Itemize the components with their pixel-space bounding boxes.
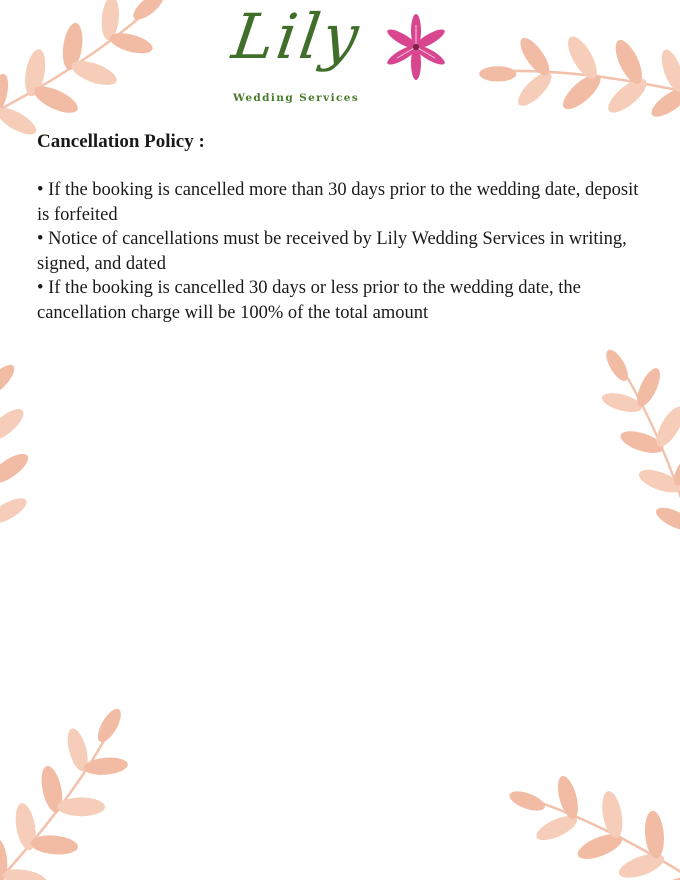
leaf-branch-left-middle-icon: [0, 315, 80, 545]
policy-item: • Notice of cancellations must be received by Lily Wedding Services in writing, signed, and dated: [37, 229, 627, 274]
leaf-branch-top-right-icon: [490, 0, 680, 130]
leaf-branch-bottom-left-icon: [0, 740, 200, 880]
leaf-branch-bottom-right-icon: [510, 740, 680, 880]
leaf-branch-right-middle-icon: [600, 315, 680, 545]
leaf-branch-top-left-icon: [0, 0, 200, 140]
policy-title: Cancellation Policy :: [37, 131, 205, 152]
cancellation-policy-section: [37, 128, 647, 325]
logo: [225, 0, 455, 113]
lily-flower-icon: [383, 14, 449, 80]
logo-tagline: Wedding Services: [233, 92, 360, 104]
logo-wordmark: Lily: [227, 0, 366, 73]
policy-item: • If the booking is cancelled 30 days or less prior to the wedding date, the cancellation charge will be 100% of the total amount: [37, 278, 581, 323]
policy-list: [37, 178, 647, 325]
policy-item: • If the booking is cancelled more than 30 days prior to the wedding date, deposit is forfeited: [37, 180, 639, 225]
